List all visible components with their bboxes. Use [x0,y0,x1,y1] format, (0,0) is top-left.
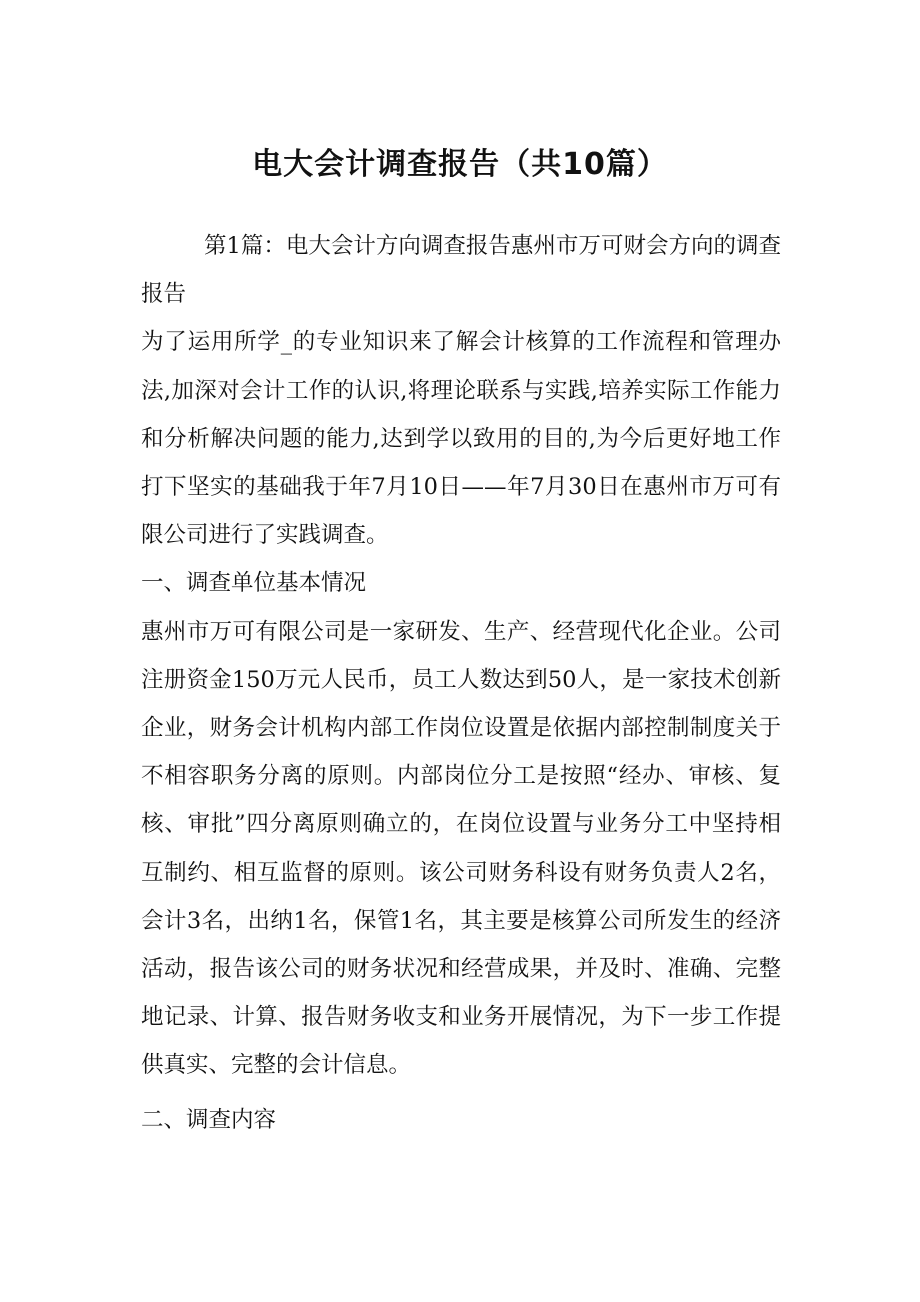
document-body [141,222,781,1144]
company-info-paragraph: 惠州市万可有限公司是一家研发、生产、经营现代化企业。公司注册资金150万元人民币，员工人数达到50人，是一家技术创新企业，财务会计机构内部工作岗位设置是依据内部控制制度关于不相容职务分离的原则。内部岗位分工是按照“经办、审核、复核、审批”四分离原则确立的，在岗位设置与业务分工中坚持相互制约、相互监督的原则。该公司财务科设有财务负责人2名，会计3名，出纳1名，保管1名，其主要是核算公司所发生的经济活动，报告该公司的财务状况和经营成果，并及时、准确、完整地记录、计算、报告财务收支和业务开展情况，为下一步工作提供真实、完整的会计信息。 [141,618,781,1079]
document-title: 电大会计调查报告（共10篇） [252,147,668,182]
section-heading-1: 一、调查单位基本情况 [141,570,367,597]
intro-paragraph: 为了运用所学_的专业知识来了解会计核算的工作流程和管理办法,加深对会计工作的认识,将理论联系与实践,培养实际工作能力和分析解决问题的能力,达到学以致用的目的,为今后更好地工作打下坚实的基础我于年7月10日——年7月30日在惠州市万可有限公司进行了实践调查。 [141,329,781,549]
chapter-heading: 第1篇：电大会计方向调查报告惠州市万可财会方向的调查报告 [141,233,781,308]
section-heading-2: 二、调查内容 [141,1106,277,1133]
